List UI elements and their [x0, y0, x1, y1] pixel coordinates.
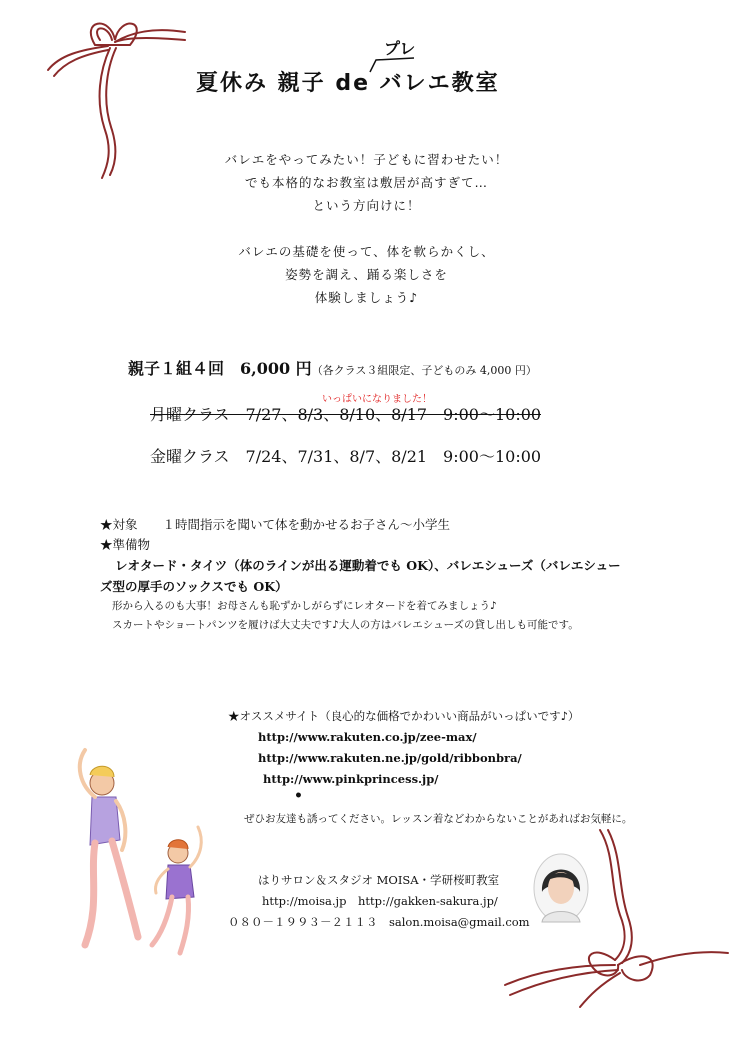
recommend-link-3[interactable]: http://www.pinkprincess.jp/: [263, 772, 439, 786]
studio-name: はりサロン＆スタジオ MOISA・学研桜町教室: [258, 873, 500, 887]
note-2: スカートやショートパンツを履けば大丈夫です♪大人の方はバレエシューズの貸し出しも可能です。: [112, 619, 579, 631]
intro-line-1: バレエをやってみたい！子どもに習わせたい！: [224, 152, 509, 167]
ballet-dancers-illustration: [40, 745, 220, 965]
recommend-link-1[interactable]: http://www.rakuten.co.jp/zee-max/: [258, 730, 477, 744]
prep-line-1: レオタード・タイツ（体のラインが出る運動着でも OK）、バレエシューズ（バレエシュー: [115, 558, 621, 573]
friday-class: 金曜クラス 7/24、7/31、8/7、8/21 9:00〜10:00: [150, 447, 542, 466]
recommend-heading: ★オススメサイト（良心的な価格でかわいい商品がいっぱいです♪）: [228, 709, 580, 723]
intro-line-6: 体験しましょう♪: [314, 290, 419, 305]
full-notice: いっぱいになりました！: [322, 394, 432, 405]
pricing: [128, 356, 537, 379]
prep-line-2: ズ型の厚手のソックスでも OK）: [100, 579, 288, 594]
target-audience: ★対象 １時間指示を聞いて体を動かせるお子さん～小学生: [100, 517, 451, 532]
note-1: 形から入るのも大事！お母さんも恥ずかしがらずにレオタードを着てみましょう♪: [112, 600, 497, 612]
instructor-portrait: [532, 852, 590, 924]
studio-phone-email[interactable]: ０８０－１９９３－２１１３ salon.moisa@gmail.com: [228, 915, 530, 929]
recommend-link-2[interactable]: http://www.rakuten.ne.jp/gold/ribbonbra/: [258, 751, 522, 765]
intro-line-2: でも本格的なお教室は敷居が高すぎて…: [244, 175, 488, 190]
intro-line-3: という方向けに！: [312, 198, 421, 213]
intro-line-5: 姿勢を調え、踊る楽しさを: [285, 267, 448, 282]
pricing-main: 親子１組４回 6,000 円: [128, 359, 312, 378]
prep-heading: ★準備物: [100, 537, 151, 552]
pricing-note: （各クラス３組限定、子どものみ 4,000 円）: [311, 364, 537, 377]
monday-class: 月曜クラス 7/27、8/3、8/10、8/17 9:00〜10:00: [150, 402, 541, 425]
intro-line-4: バレエの基礎を使って、体を軟らかくし、: [238, 244, 495, 259]
studio-urls[interactable]: http://moisa.jp http://gakken-sakura.jp/: [262, 894, 498, 908]
bullet: •: [294, 788, 303, 804]
page-title: 夏休み 親子 de バレエ教室: [196, 71, 500, 96]
invite-text: ぜひお友達も誘ってください。レッスン着などわからないことがあればお気軽に。: [244, 813, 633, 825]
title-pre-label: プレ: [384, 39, 416, 58]
